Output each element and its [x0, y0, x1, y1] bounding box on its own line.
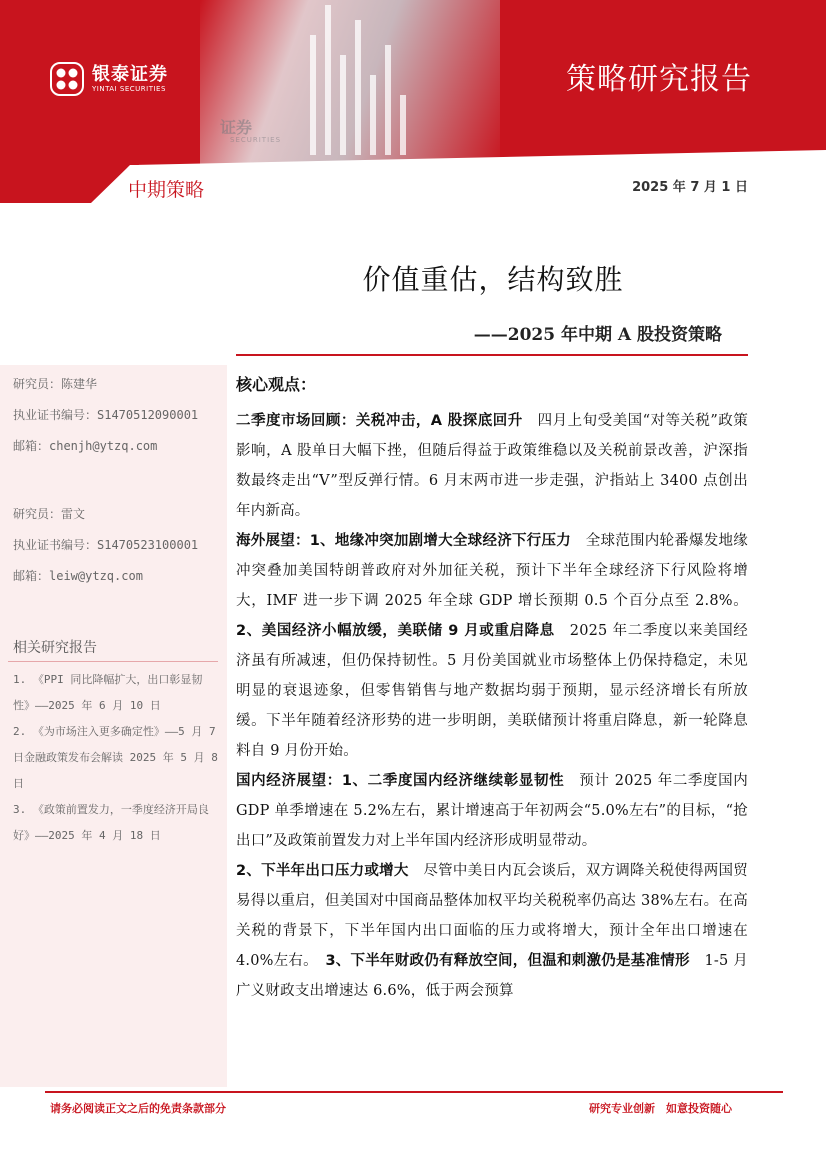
page-title: 价值重估，结构致胜: [362, 263, 624, 296]
footer-divider: [45, 1091, 783, 1093]
paragraph-heading: 国内经济展望：1、二季度国内经济继续彰显韧性: [236, 773, 565, 789]
analyst-cert: 执业证书编号：S1470512090001: [13, 408, 199, 422]
paragraph-text: 尽管中美日内瓦会谈后，双方调降关税使得两国贸易得以重启，但美国对中国商品整体加权平均关税税率仍高达 38%左右。在高关税的背景下，下半年国内出口面临的压力或将增大，预计全年出口增速在 4.0%左右。: [236, 863, 748, 969]
paragraph-market-review: [236, 406, 748, 526]
paragraph-heading: 二季度市场回顾：关税冲击，A 股探底回升: [236, 413, 523, 429]
footer-slogan: 研究专业创新 如意投资随心: [589, 1102, 732, 1115]
banner-photo: [200, 0, 500, 165]
banner-ghost-logo: 证券: [220, 118, 253, 137]
header-banner: [0, 0, 826, 165]
paragraph-heading: 3、下半年财政仍有释放空间，但温和刺激仍是基准情形: [325, 953, 690, 969]
paragraph-heading: 2、美国经济小幅放缓，美联储 9 月或重启降息: [236, 623, 555, 639]
page-subtitle: ——2025 年中期 A 股投资策略: [473, 325, 722, 345]
report-type: 策略研究报告: [566, 62, 752, 97]
paragraph-domestic-outlook: [236, 766, 748, 856]
paragraph-text: 2025 年二季度以来美国经济虽有所减速，但仍保持韧性。5 月份美国就业市场整体上仍保持稳定，未见明显的衰退迹象，但零售销售与地产数据均弱于预期，显示经济增长有所放缓。下半年随着经济形势的进一步明朗，美联储预计将重启降息，新一轮降息料自 9 月份开始。: [236, 623, 748, 759]
related-report-item[interactable]: 1. 《PPI 同比降幅扩大，出口彰显韧性》——2025 年 6 月 10 日: [13, 673, 203, 712]
paragraph-text: 全球范围内轮番爆发地缘冲突叠加美国特朗普政府对外加征关税，预计下半年全球经济下行风险将增大，IMF 进一步下调 2025 年全球 GDP 增长预期 0.5 个百分点至 2.8%。: [236, 533, 749, 609]
paragraph-text: 预计 2025 年二季度国内 GDP 单季增速在 5.2%左右，累计增速高于年初两会“5.0%左右”的目标，“抢出口”及政策前置发力对上半年国内经济形成明显带动。: [236, 773, 748, 849]
analyst-email[interactable]: 邮箱：chenjh@ytzq.com: [13, 439, 158, 453]
paragraph-text: 1-5 月广义财政支出增速达 6.6%，低于两会预算: [236, 953, 748, 999]
related-report-item[interactable]: 2. 《为市场注入更多确定性》——5 月 7 日金融政策发布会解读 2025 年 5 月 8 日: [13, 725, 218, 790]
company-logo: [50, 62, 168, 96]
analyst-card: [13, 373, 198, 457]
analyst-name: 研究员：雷文: [13, 507, 86, 521]
logo-name-cn: 银泰证券: [92, 63, 168, 85]
analyst-name: 研究员：陈建华: [13, 377, 98, 391]
paragraph-export-fiscal: [236, 856, 748, 1006]
paragraph-text: 四月上旬受美国“对等关税”政策影响，A 股单日大幅下挫，但随后得益于政策维稳以及关税前景改善，沪深指数最终走出“V”型反弹行情。6 月末两市进一步走强，沪指站上 3400 点创出年内新高。: [236, 413, 748, 519]
sidebar: [0, 365, 227, 1087]
paragraph-heading: 海外展望：1、地缘冲突加剧增大全球经济下行压力: [236, 533, 571, 549]
paragraph-overseas-outlook: [236, 526, 748, 766]
related-report-item[interactable]: 3. 《政策前置发力，一季度经济开局良好》——2025 年 4 月 18 日: [13, 803, 209, 842]
analyst-cert: 执业证书编号：S1470523100001: [13, 538, 199, 552]
core-views-heading: 核心观点：: [236, 375, 317, 394]
logo-name-en: YINTAI SECURITIES: [92, 84, 166, 93]
related-reports-heading: 相关研究报告: [13, 640, 97, 656]
title-divider: [236, 354, 748, 356]
logo-mark-icon: [50, 62, 84, 96]
report-category: 中期策略: [128, 179, 205, 201]
paragraph-heading: 2、下半年出口压力或增大: [236, 863, 409, 879]
footer-disclaimer[interactable]: 请务必阅读正文之后的免责条款部分: [50, 1102, 226, 1115]
related-reports-list: [13, 667, 218, 849]
banner-ghost-logo-sub: SECURITIES: [230, 136, 282, 144]
related-reports-divider: [8, 661, 218, 662]
analyst-card: [13, 503, 198, 587]
main-content: [236, 372, 748, 1006]
analyst-email[interactable]: 邮箱：leiw@ytzq.com: [13, 569, 143, 583]
report-date: 2025 年 7 月 1 日: [632, 180, 748, 195]
